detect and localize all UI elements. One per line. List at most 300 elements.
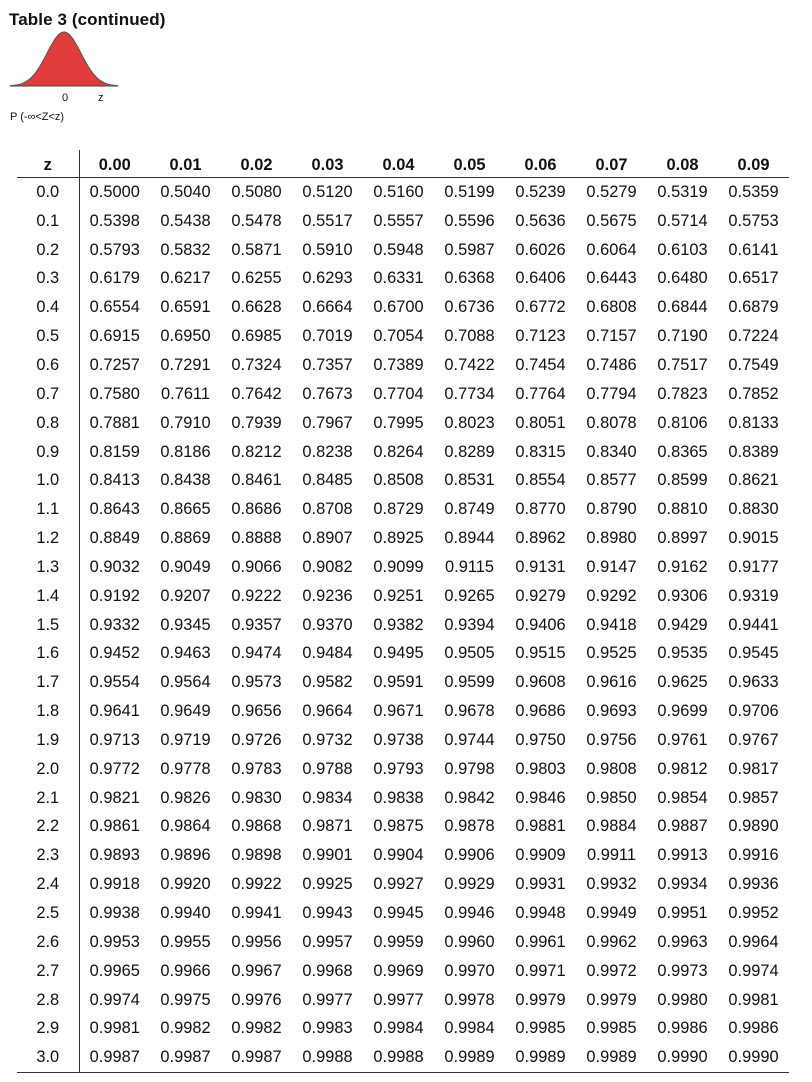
table-cell: 0.9878 <box>444 817 495 836</box>
table-cell: 0.7794 <box>586 384 637 403</box>
row-z-value: 2.2 <box>17 813 79 842</box>
table-cell: 0.5080 <box>231 182 282 201</box>
table-cell: 0.8790 <box>586 500 637 519</box>
table-cell: 0.9961 <box>515 932 566 951</box>
table-cell: 0.9911 <box>587 846 636 865</box>
table-cell: 0.8508 <box>373 471 424 490</box>
table-cell: 0.6664 <box>302 298 353 317</box>
column-header-z: z <box>17 150 79 178</box>
table-cell: 0.9989 <box>505 1043 576 1072</box>
table-cell: 0.9962 <box>586 932 637 951</box>
column-header: 0.05 <box>434 150 505 178</box>
table-cell: 0.9985 <box>515 1019 566 1038</box>
table-cell: 0.8749 <box>444 500 495 519</box>
table-cell: 0.9633 <box>728 673 779 692</box>
table-cell: 0.5871 <box>231 240 282 259</box>
table-cell: 0.9948 <box>515 904 566 923</box>
table-cell: 0.9738 <box>373 730 424 749</box>
table-cell: 0.5000 <box>89 182 140 201</box>
table-cell: 0.9750 <box>515 730 566 749</box>
table-cell: 0.9966 <box>160 961 211 980</box>
table-cell: 0.9868 <box>231 817 282 836</box>
table-cell: 0.7517 <box>657 355 708 374</box>
table-cell: 0.9918 <box>89 875 140 894</box>
table-cell: 0.9920 <box>160 875 211 894</box>
table-cell: 0.9984 <box>373 1019 424 1038</box>
column-header: 0.09 <box>718 150 789 178</box>
table-cell: 0.9370 <box>302 615 353 634</box>
table-cell: 0.5793 <box>89 240 140 259</box>
page-title: Table 3 (continued) <box>9 10 166 29</box>
table-cell: 0.6772 <box>515 298 566 317</box>
table-cell: 0.9484 <box>302 644 353 663</box>
table-cell: 0.9971 <box>515 961 566 980</box>
table-cell: 0.6985 <box>231 327 282 346</box>
table-cell: 0.5636 <box>515 211 566 230</box>
table-cell: 0.9963 <box>657 932 708 951</box>
table-cell: 0.9726 <box>231 730 282 749</box>
table-cell: 0.9936 <box>728 875 779 894</box>
table-cell: 0.9960 <box>444 932 495 951</box>
table-cell: 0.7389 <box>373 355 424 374</box>
table-cell: 0.7967 <box>302 413 353 432</box>
table-cell: 0.7823 <box>657 384 708 403</box>
table-cell: 0.9932 <box>586 875 637 894</box>
table-cell: 0.9955 <box>160 932 211 951</box>
table-cell: 0.9871 <box>302 817 353 836</box>
table-cell: 0.9803 <box>515 759 566 778</box>
row-z-value: 2.5 <box>17 899 79 928</box>
table-cell: 0.9222 <box>231 586 282 605</box>
table-cell: 0.5319 <box>657 182 708 201</box>
row-z-value: 0.5 <box>17 322 79 351</box>
table-cell: 0.9452 <box>89 644 140 663</box>
table-cell: 0.9656 <box>231 702 282 721</box>
table-row <box>17 813 789 842</box>
table-cell: 0.9925 <box>302 875 353 894</box>
table-cell: 0.9946 <box>444 904 495 923</box>
table-cell: 0.8686 <box>231 500 282 519</box>
table-cell: 0.9830 <box>231 788 282 807</box>
table-cell: 0.9901 <box>302 846 353 865</box>
shaded-area <box>10 32 110 86</box>
table-row <box>17 870 789 899</box>
table-cell: 0.9904 <box>373 846 424 865</box>
table-cell: 0.9931 <box>515 875 566 894</box>
table-cell: 0.7324 <box>231 355 282 374</box>
table-cell: 0.7673 <box>302 384 353 403</box>
table-row <box>17 697 789 726</box>
table-cell: 0.9956 <box>231 932 282 951</box>
table-cell: 0.7454 <box>515 355 566 374</box>
table-cell: 0.9545 <box>728 644 779 663</box>
table-cell: 0.9989 <box>434 1043 505 1072</box>
table-cell: 0.7580 <box>89 384 140 403</box>
table-cell: 0.9949 <box>586 904 637 923</box>
table-row <box>17 409 789 438</box>
table-cell: 0.9207 <box>160 586 211 605</box>
row-z-value: 0.8 <box>17 409 79 438</box>
table-cell: 0.9616 <box>586 673 637 692</box>
table-cell: 0.9938 <box>89 904 140 923</box>
table-cell: 0.9573 <box>231 673 282 692</box>
table-cell: 0.9987 <box>150 1043 221 1072</box>
row-z-value: 2.4 <box>17 870 79 899</box>
table-cell: 0.8212 <box>231 442 282 461</box>
table-row <box>17 495 789 524</box>
table-row <box>17 207 789 236</box>
table-cell: 0.9345 <box>160 615 211 634</box>
table-cell: 0.5910 <box>302 240 353 259</box>
table-cell: 0.8554 <box>515 471 566 490</box>
table-cell: 0.9968 <box>302 961 353 980</box>
z-table-grid <box>17 150 789 1073</box>
table-cell: 0.9066 <box>231 557 282 576</box>
table-cell: 0.9693 <box>586 702 637 721</box>
table-cell: 0.8997 <box>657 529 708 548</box>
table-cell: 0.6879 <box>728 298 779 317</box>
table-cell: 0.8849 <box>89 529 140 548</box>
table-cell: 0.9983 <box>302 1019 353 1038</box>
table-cell: 0.9306 <box>657 586 708 605</box>
table-cell: 0.5753 <box>728 211 779 230</box>
table-row <box>17 178 789 207</box>
table-cell: 0.9625 <box>657 673 708 692</box>
table-cell: 0.9015 <box>728 529 779 548</box>
table-cell: 0.5987 <box>444 240 495 259</box>
table-cell: 0.6103 <box>657 240 708 259</box>
table-cell: 0.9664 <box>302 702 353 721</box>
table-cell: 0.9864 <box>160 817 211 836</box>
table-cell: 0.7088 <box>444 327 495 346</box>
table-cell: 0.9535 <box>657 644 708 663</box>
table-cell: 0.9988 <box>292 1043 363 1072</box>
table-cell: 0.9952 <box>728 904 779 923</box>
row-z-value: 1.2 <box>17 524 79 553</box>
table-cell: 0.7939 <box>231 413 282 432</box>
table-cell: 0.9940 <box>160 904 211 923</box>
table-cell: 0.8238 <box>302 442 353 461</box>
table-cell: 0.5517 <box>302 211 353 230</box>
table-cell: 0.9988 <box>363 1043 434 1072</box>
row-z-value: 2.0 <box>17 755 79 784</box>
table-cell: 0.8133 <box>728 413 779 432</box>
table-cell: 0.9131 <box>515 557 566 576</box>
table-cell: 0.7054 <box>373 327 424 346</box>
table-row <box>17 841 789 870</box>
table-cell: 0.5359 <box>728 182 779 201</box>
table-cell: 0.9857 <box>728 788 779 807</box>
table-cell: 0.6179 <box>89 269 140 288</box>
table-cell: 0.6950 <box>160 327 211 346</box>
table-cell: 0.9292 <box>586 586 637 605</box>
table-row <box>17 265 789 294</box>
row-z-value: 0.1 <box>17 207 79 236</box>
table-cell: 0.9986 <box>657 1019 708 1038</box>
table-cell: 0.9846 <box>515 788 566 807</box>
table-cell: 0.8106 <box>657 413 708 432</box>
table-cell: 0.9032 <box>89 557 140 576</box>
table-cell: 0.8869 <box>160 529 211 548</box>
table-cell: 0.6141 <box>728 240 779 259</box>
table-row <box>17 899 789 928</box>
table-cell: 0.9357 <box>231 615 282 634</box>
table-cell: 0.9887 <box>657 817 708 836</box>
table-cell: 0.6517 <box>728 269 779 288</box>
table-cell: 0.9761 <box>657 730 708 749</box>
table-cell: 0.9713 <box>89 730 140 749</box>
table-cell: 0.7190 <box>657 327 708 346</box>
table-cell: 0.9982 <box>160 1019 211 1038</box>
table-cell: 0.9985 <box>586 1019 637 1038</box>
row-z-value: 2.1 <box>17 784 79 813</box>
table-cell: 0.8830 <box>728 500 779 519</box>
table-cell: 0.9951 <box>657 904 708 923</box>
table-cell: 0.9987 <box>221 1043 292 1072</box>
table-cell: 0.9929 <box>444 875 495 894</box>
table-cell: 0.7611 <box>161 384 210 403</box>
table-cell: 0.9793 <box>373 759 424 778</box>
table-cell: 0.8643 <box>89 500 140 519</box>
table-cell: 0.9236 <box>302 586 353 605</box>
table-cell: 0.9686 <box>515 702 566 721</box>
table-cell: 0.7486 <box>586 355 637 374</box>
table-cell: 0.9922 <box>231 875 282 894</box>
row-z-value: 2.6 <box>17 928 79 957</box>
table-cell: 0.9898 <box>231 846 282 865</box>
table-cell: 0.9980 <box>657 990 708 1009</box>
row-z-value: 0.7 <box>17 380 79 409</box>
table-cell: 0.9115 <box>445 557 494 576</box>
table-cell: 0.8577 <box>586 471 637 490</box>
table-cell: 0.8962 <box>515 529 566 548</box>
table-cell: 0.9984 <box>444 1019 495 1038</box>
table-cell: 0.9382 <box>373 615 424 634</box>
table-cell: 0.9798 <box>444 759 495 778</box>
table-cell: 0.9265 <box>444 586 495 605</box>
table-cell: 0.8186 <box>160 442 211 461</box>
table-cell: 0.5040 <box>160 182 211 201</box>
table-row <box>17 236 789 265</box>
table-row <box>17 466 789 495</box>
table-cell: 0.9977 <box>302 990 353 1009</box>
table-cell: 0.9525 <box>586 644 637 663</box>
table-cell: 0.9893 <box>89 846 140 865</box>
table-cell: 0.6554 <box>89 298 140 317</box>
table-row <box>17 928 789 957</box>
column-header: 0.01 <box>150 150 221 178</box>
table-cell: 0.9943 <box>302 904 353 923</box>
table-cell: 0.8078 <box>586 413 637 432</box>
table-cell: 0.6026 <box>515 240 566 259</box>
table-cell: 0.9099 <box>373 557 424 576</box>
table-cell: 0.9732 <box>302 730 353 749</box>
table-cell: 0.6808 <box>586 298 637 317</box>
table-cell: 0.6368 <box>444 269 495 288</box>
row-z-value: 3.0 <box>17 1043 79 1072</box>
curve-label-zero: 0 <box>62 92 69 104</box>
table-row <box>17 1043 789 1072</box>
table-cell: 0.7019 <box>302 327 353 346</box>
table-cell: 0.9834 <box>302 788 353 807</box>
table-cell: 0.8461 <box>231 471 282 490</box>
table-cell: 0.9977 <box>373 990 424 1009</box>
table-cell: 0.9959 <box>373 932 424 951</box>
table-cell: 0.9986 <box>728 1019 779 1038</box>
table-cell: 0.6217 <box>160 269 211 288</box>
table-cell: 0.9406 <box>515 615 566 634</box>
table-cell: 0.8023 <box>444 413 495 432</box>
column-header: 0.08 <box>647 150 718 178</box>
table-cell: 0.9767 <box>728 730 779 749</box>
row-z-value: 2.8 <box>17 986 79 1015</box>
table-cell: 0.7995 <box>373 413 424 432</box>
table-cell: 0.9890 <box>728 817 779 836</box>
table-row <box>17 351 789 380</box>
table-cell: 0.7291 <box>160 355 211 374</box>
table-cell: 0.8621 <box>728 471 779 490</box>
table-cell: 0.9505 <box>444 644 495 663</box>
table-cell: 0.8531 <box>444 471 495 490</box>
table-cell: 0.9192 <box>89 586 140 605</box>
table-cell: 0.9861 <box>89 817 140 836</box>
table-cell: 0.9884 <box>586 817 637 836</box>
table-cell: 0.6331 <box>373 269 424 288</box>
table-cell: 0.9987 <box>79 1043 150 1072</box>
table-cell: 0.5279 <box>586 182 637 201</box>
table-cell: 0.9515 <box>515 644 566 663</box>
table-cell: 0.9564 <box>160 673 211 692</box>
table-cell: 0.6700 <box>373 298 424 317</box>
table-cell: 0.7881 <box>89 413 140 432</box>
table-cell: 0.9913 <box>657 846 708 865</box>
table-cell: 0.9881 <box>515 817 566 836</box>
table-cell: 0.7422 <box>444 355 495 374</box>
table-cell: 0.6480 <box>657 269 708 288</box>
table-cell: 0.7704 <box>373 384 424 403</box>
table-cell: 0.9319 <box>728 586 779 605</box>
table-cell: 0.5160 <box>373 182 424 201</box>
table-cell: 0.9817 <box>728 759 779 778</box>
table-cell: 0.9699 <box>657 702 708 721</box>
table-cell: 0.9582 <box>302 673 353 692</box>
table-row <box>17 611 789 640</box>
table-cell: 0.9978 <box>444 990 495 1009</box>
table-cell: 0.9082 <box>302 557 353 576</box>
table-cell: 0.9972 <box>586 961 637 980</box>
table-cell: 0.7123 <box>515 327 566 346</box>
table-cell: 0.6628 <box>231 298 282 317</box>
table-cell: 0.9916 <box>728 846 779 865</box>
table-cell: 0.8665 <box>160 500 211 519</box>
table-cell: 0.9279 <box>515 586 566 605</box>
table-header-row <box>17 150 789 178</box>
table-cell: 0.9989 <box>576 1043 647 1072</box>
row-z-value: 1.8 <box>17 697 79 726</box>
table-cell: 0.9177 <box>728 557 779 576</box>
normal-curve-icon <box>8 28 120 96</box>
table-row <box>17 524 789 553</box>
table-cell: 0.9927 <box>373 875 424 894</box>
table-cell: 0.7764 <box>515 384 566 403</box>
table-cell: 0.9990 <box>718 1043 789 1072</box>
table-cell: 0.5398 <box>89 211 140 230</box>
table-cell: 0.7157 <box>586 327 637 346</box>
table-cell: 0.8888 <box>231 529 282 548</box>
table-cell: 0.8051 <box>515 413 566 432</box>
row-z-value: 0.0 <box>17 178 79 207</box>
column-header: 0.00 <box>79 150 150 178</box>
table-cell: 0.9744 <box>444 730 495 749</box>
table-cell: 0.9974 <box>89 990 140 1009</box>
table-cell: 0.5714 <box>657 211 708 230</box>
table-cell: 0.9974 <box>728 961 779 980</box>
table-cell: 0.5199 <box>444 182 495 201</box>
table-cell: 0.6406 <box>515 269 566 288</box>
table-cell: 0.6255 <box>231 269 282 288</box>
table-cell: 0.8708 <box>302 500 353 519</box>
table-cell: 0.9850 <box>586 788 637 807</box>
table-cell: 0.9979 <box>515 990 566 1009</box>
table-row <box>17 380 789 409</box>
table-cell: 0.9394 <box>444 615 495 634</box>
table-cell: 0.9429 <box>657 615 708 634</box>
table-cell: 0.9608 <box>515 673 566 692</box>
table-row <box>17 784 789 813</box>
table-cell: 0.9162 <box>657 557 708 576</box>
table-cell: 0.9906 <box>444 846 495 865</box>
column-header: 0.02 <box>221 150 292 178</box>
table-cell: 0.9826 <box>160 788 211 807</box>
table-cell: 0.8159 <box>89 442 140 461</box>
table-cell: 0.9788 <box>302 759 353 778</box>
table-row <box>17 293 789 322</box>
table-cell: 0.9678 <box>444 702 495 721</box>
table-cell: 0.9970 <box>444 961 495 980</box>
table-cell: 0.8925 <box>373 529 424 548</box>
table-cell: 0.9778 <box>160 759 211 778</box>
table-cell: 0.9808 <box>586 759 637 778</box>
table-cell: 0.7357 <box>302 355 353 374</box>
table-cell: 0.9967 <box>231 961 282 980</box>
table-cell: 0.9649 <box>160 702 211 721</box>
table-cell: 0.8599 <box>657 471 708 490</box>
table-cell: 0.8413 <box>89 471 140 490</box>
table-cell: 0.5832 <box>160 240 211 259</box>
table-cell: 0.6591 <box>160 298 211 317</box>
table-cell: 0.9842 <box>444 788 495 807</box>
table-cell: 0.9772 <box>89 759 140 778</box>
table-cell: 0.8340 <box>586 442 637 461</box>
table-cell: 0.9945 <box>373 904 424 923</box>
table-cell: 0.7257 <box>89 355 140 374</box>
row-z-value: 1.7 <box>17 668 79 697</box>
row-z-value: 0.9 <box>17 438 79 467</box>
table-cell: 0.6443 <box>586 269 637 288</box>
table-cell: 0.8315 <box>515 442 566 461</box>
table-cell: 0.8907 <box>302 529 353 548</box>
table-row <box>17 1014 789 1043</box>
table-row <box>17 986 789 1015</box>
row-z-value: 2.3 <box>17 841 79 870</box>
table-cell: 0.6293 <box>302 269 353 288</box>
table-cell: 0.9441 <box>728 615 779 634</box>
table-cell: 0.9783 <box>231 759 282 778</box>
table-cell: 0.9719 <box>160 730 211 749</box>
row-z-value: 1.3 <box>17 553 79 582</box>
table-cell: 0.9953 <box>89 932 140 951</box>
table-cell: 0.9896 <box>160 846 211 865</box>
